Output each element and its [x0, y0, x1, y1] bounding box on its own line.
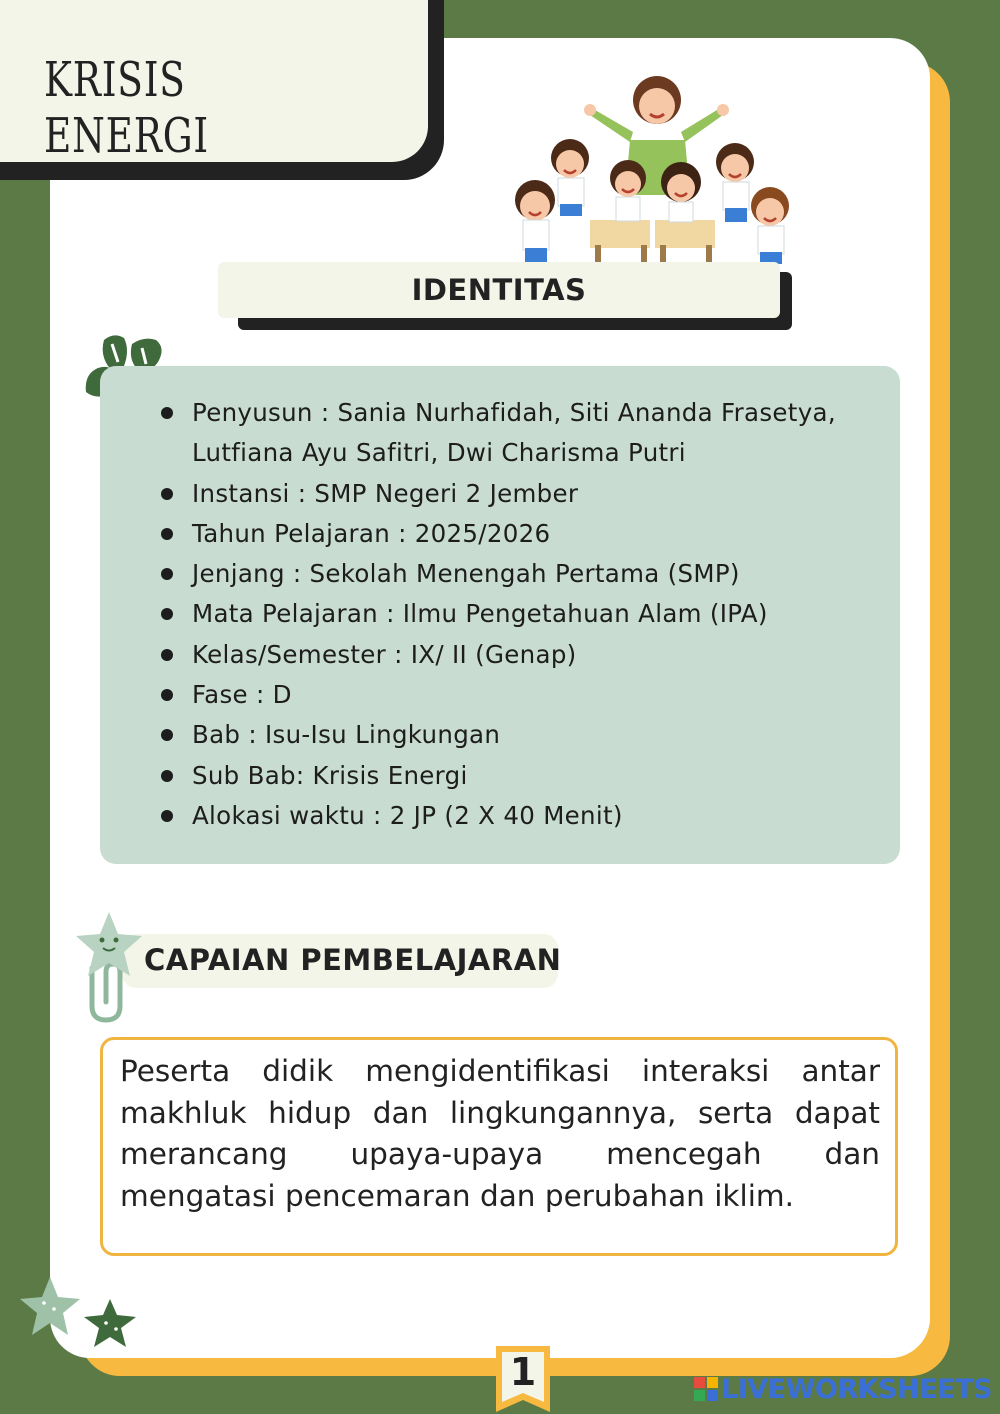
list-item: Tahun Pelajaran : 2025/2026	[160, 514, 900, 554]
list-item: Kelas/Semester : IX/ II (Genap)	[160, 635, 900, 675]
list-item: Penyusun : Sania Nurhafidah, Siti Ananda Frasetya, Lutfiana Ayu Safitri, Dwi Charisma Putri	[160, 393, 900, 474]
list-item: Mata Pelajaran : Ilmu Pengetahuan Alam (IPA)	[160, 594, 900, 634]
page-number: 1	[509, 1350, 537, 1394]
capaian-text: Peserta didik mengidentifikasi interaksi antar makhluk hidup dan lingkungannya, serta dapat merancang upaya-upaya mencegah dan mengatasi pencemaran dan perubahan iklim.	[120, 1054, 880, 1213]
liveworksheets-logo-icon	[694, 1377, 718, 1401]
title-box	[0, 0, 428, 162]
teacher-students-illustration	[495, 70, 825, 270]
list-item: Alokasi waktu : 2 JP (2 X 40 Menit)	[160, 796, 900, 836]
list-item: Jenjang : Sekolah Menengah Pertama (SMP)	[160, 554, 900, 594]
star-paperclip-icon	[74, 910, 144, 1025]
identitas-heading: IDENTITAS	[411, 273, 587, 307]
stars-decoration-icon	[18, 1275, 143, 1360]
liveworksheets-text: LIVEWORKSHEETS	[721, 1374, 992, 1405]
list-item: Bab : Isu-Isu Lingkungan	[160, 715, 900, 755]
page-title: KRISIS ENERGI	[44, 52, 209, 164]
list-item: Fase : D	[160, 675, 900, 715]
list-item: Instansi : SMP Negeri 2 Jember	[160, 474, 900, 514]
liveworksheets-watermark	[694, 1374, 994, 1408]
identitas-list	[160, 393, 900, 836]
list-item: Sub Bab: Krisis Energi	[160, 756, 900, 796]
capaian-heading: CAPAIAN PEMBELAJARAN	[144, 943, 562, 977]
